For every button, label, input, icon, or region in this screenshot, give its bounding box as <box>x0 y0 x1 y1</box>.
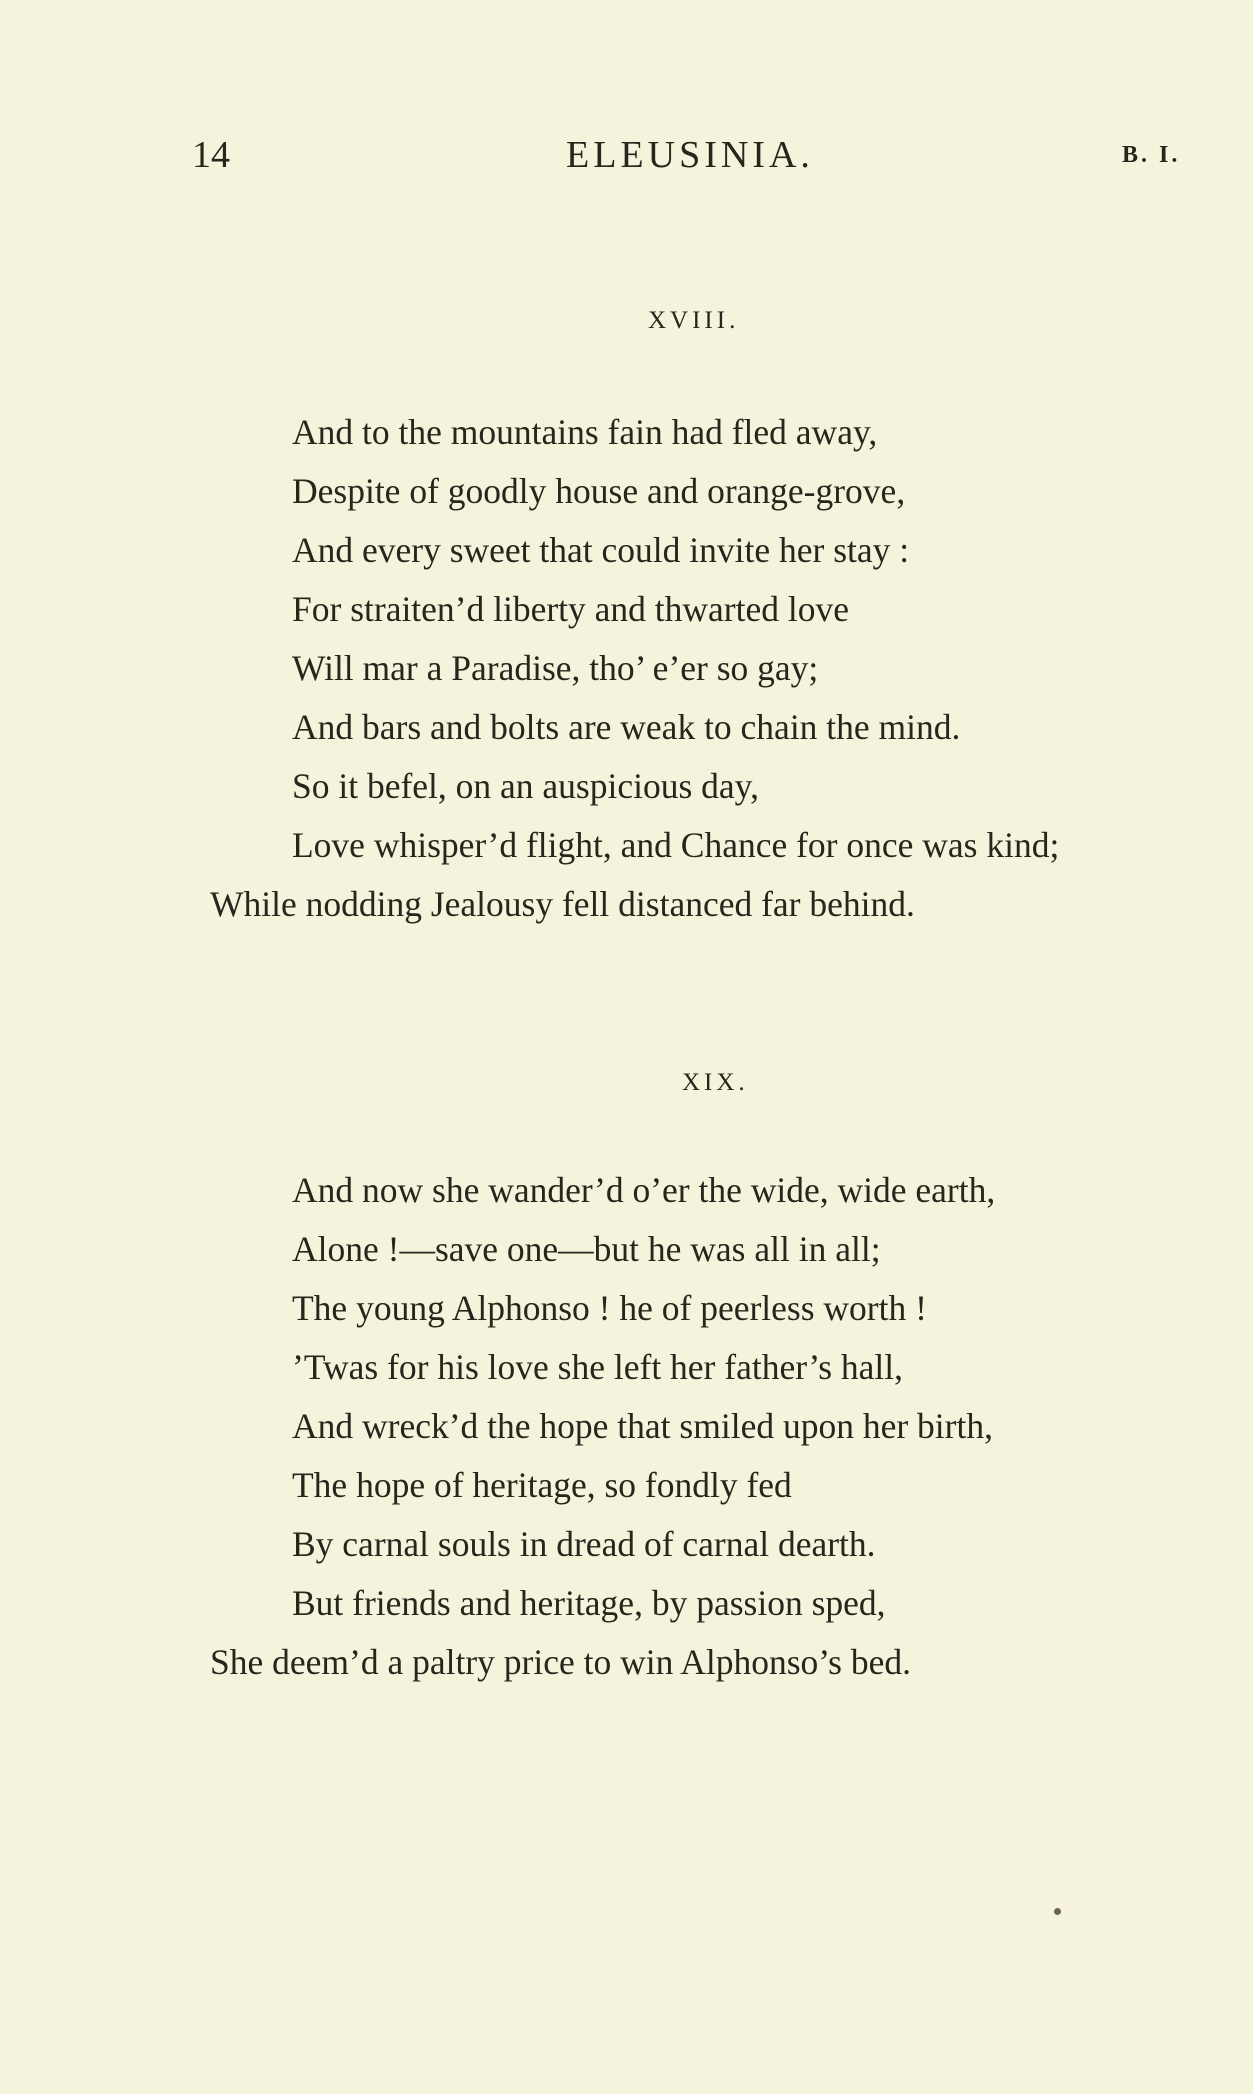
verse-line: The young Alphonso ! he of peerless worth ! <box>292 1288 927 1328</box>
verse-line: But friends and heritage, by passion sped, <box>292 1583 886 1623</box>
verse-line: And bars and bolts are weak to chain the mind. <box>292 707 961 747</box>
verse-line: Will mar a Paradise, tho’ e’er so gay; <box>292 648 819 688</box>
book-reference: B. I. <box>1122 142 1181 168</box>
verse-line: So it befel, on an auspicious day, <box>292 766 759 806</box>
page-number: 14 <box>192 134 230 176</box>
ink-speck <box>1054 1908 1061 1915</box>
verse-line: ’Twas for his love she left her father’s hall, <box>292 1347 904 1387</box>
verse-line: Alone !—save one—but he was all in all; <box>292 1229 881 1269</box>
stanza-number: XIX. <box>682 1069 749 1096</box>
verse-line: And now she wander’d o’er the wide, wide earth, <box>292 1170 996 1210</box>
page-title: ELEUSINIA. <box>566 134 814 176</box>
verse-line: By carnal souls in dread of carnal dearth. <box>292 1524 876 1564</box>
stanza-number: XVIII. <box>648 307 740 334</box>
verse-line: And every sweet that could invite her stay : <box>292 530 910 570</box>
verse-line: Love whisper’d flight, and Chance for once was kind; <box>292 825 1060 865</box>
verse-line: For straiten’d liberty and thwarted love <box>292 589 849 629</box>
verse-line: She deem’d a paltry price to win Alphonso’s bed. <box>210 1642 911 1682</box>
verse-line: The hope of heritage, so fondly fed <box>292 1465 792 1505</box>
verse-line: And to the mountains fain had fled away, <box>292 412 878 452</box>
verse-line: While nodding Jealousy fell distanced far behind. <box>210 884 915 924</box>
verse-line: And wreck’d the hope that smiled upon her birth, <box>292 1406 993 1446</box>
verse-line: Despite of goodly house and orange-grove, <box>292 471 906 511</box>
